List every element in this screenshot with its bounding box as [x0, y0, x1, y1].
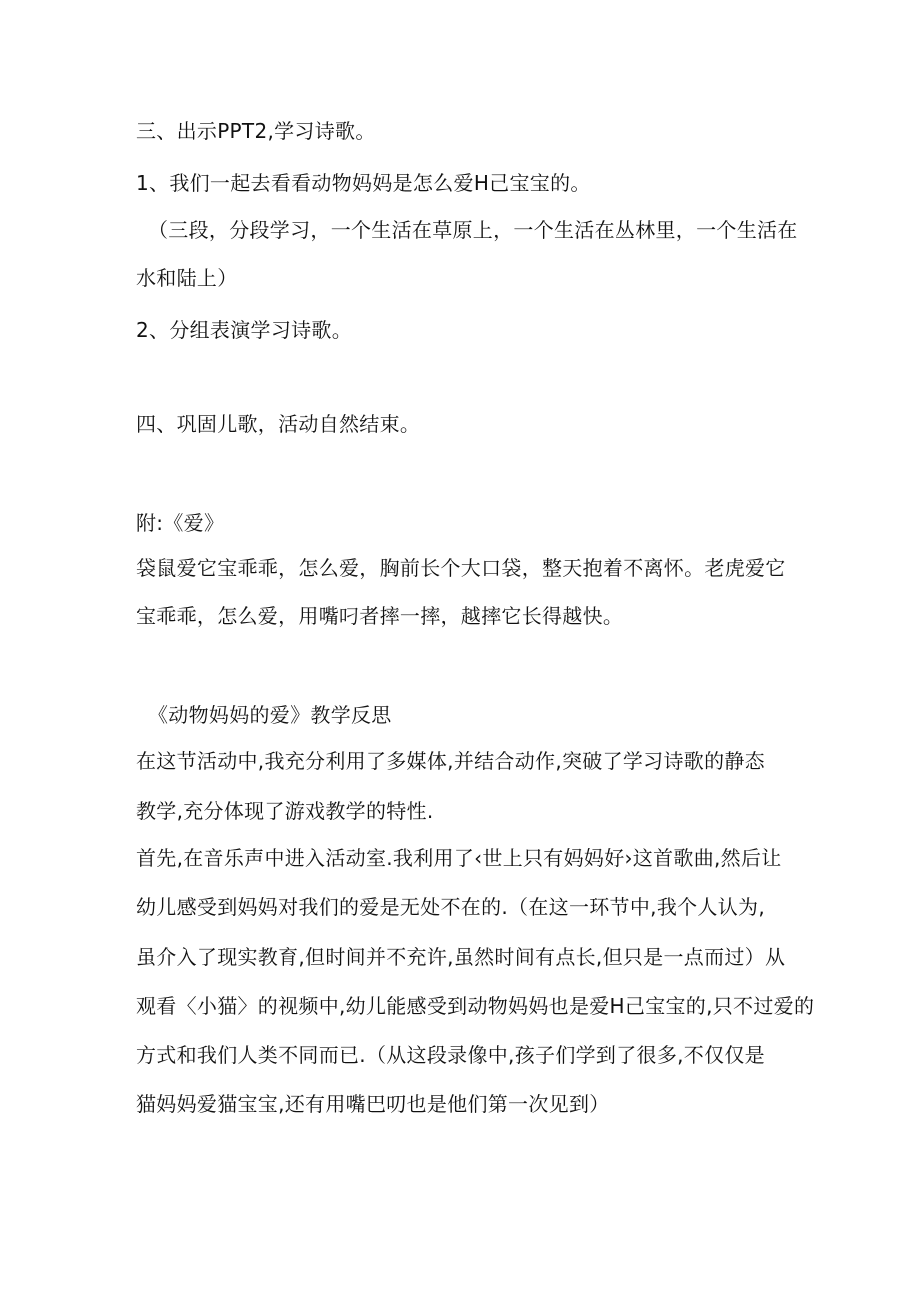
reflection-title: 《动物妈妈的爱》教学反思 [148, 703, 392, 727]
section3-item2: 2、分组表演学习诗歌。 [136, 318, 353, 342]
reflection-line: 教学,充分体现了游戏教学的特性. [136, 799, 434, 823]
section3-heading: 三、出示PPT2,学习诗歌。 [136, 119, 376, 143]
reflection-line: 虽介入了现实教育,但时间并不充许,虽然时间有点长,但只是一点而过）从 [136, 945, 786, 969]
poem-line-1: 袋鼠爱它宝乖乖，怎么爱，胸前长个大口袋，整天抱着不离怀。老虎爱它 [136, 556, 786, 580]
reflection-line: 猫妈妈爱猫宝宝,还有用嘴巴叨也是他们第一次见到） [136, 1092, 610, 1116]
section3-note-line2: 水和陆上） [136, 266, 238, 290]
reflection-line: 观看〈小猫〉的视频中,幼儿能感受到动物妈妈也是爱H己宝宝的,只不过爱的 [136, 994, 815, 1018]
poem-line-2: 宝乖乖，怎么爱，用嘴叼者摔一摔，越摔它长得越快。 [136, 604, 624, 628]
reflection-line: 方式和我们人类不同而已.（从这段录像中,孩子们学到了很多,不仅仅是 [136, 1043, 765, 1067]
reflection-line: 幼儿感受到妈妈对我们的爱是无处不在的.（在这一环节中,我个人认为, [136, 895, 765, 919]
reflection-line: 首先,在音乐声中进入活动室.我利用了‹世上只有妈妈好›这首歌曲,然后让 [136, 846, 782, 870]
reflection-line: 在这节活动中,我充分利用了多媒体,并结合动作,突破了学习诗歌的静态 [136, 749, 765, 773]
section4-heading: 四、巩固儿歌，活动自然结束。 [136, 412, 421, 436]
section3-note-line1: （三段，分段学习，一个生活在草原上，一个生活在丛林里，一个生活在 [148, 218, 798, 242]
section3-item1: 1、我们一起去看看动物妈妈是怎么爱H己宝宝的。 [136, 171, 591, 195]
appendix-title: 附:《爱》 [136, 511, 225, 535]
